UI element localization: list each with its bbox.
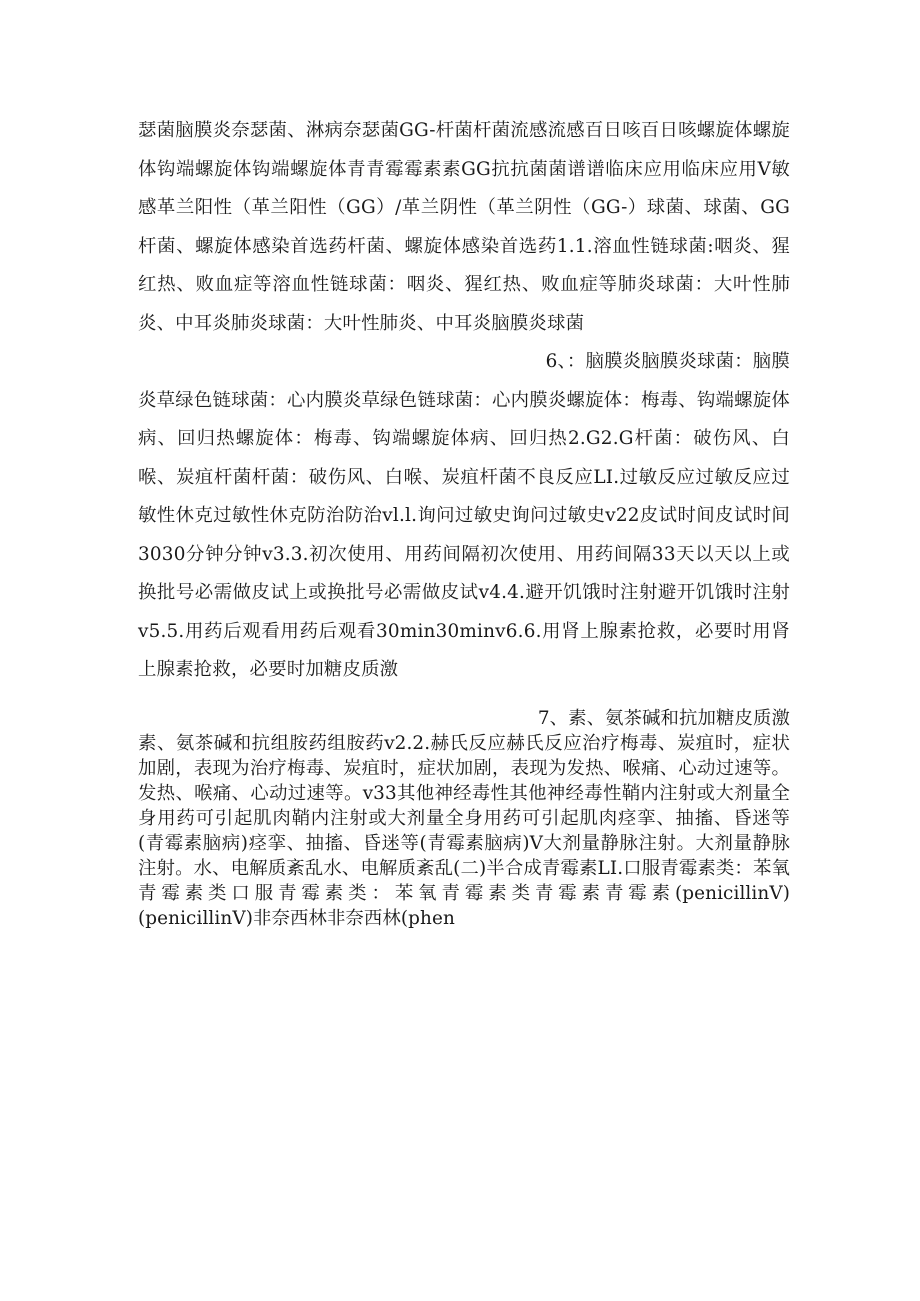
paragraph-3: 素、氨茶碱和抗组胺药组胺药v2.2.赫氏反应赫氏反应治疗梅毒、炭疽时，症状加剧，表现为治疗梅毒、炭疽时，症状加剧，表现为发热、喉痛、心动过速等。发热、喉痛、心动过速等。v33其他神经毒性其他神经毒性鞘内注射或大剂量全身用药可引起肌肉鞘内注射或大剂量全身用药可引起肌肉痉挛、抽搐、昏迷等(青霉素脑病)痉挛、抽搐、昏迷等(青霉素脑病)V大剂量静脉注射。大剂量静脉注射。水、电解质紊乱水、电解质紊乱(二)半合成青霉素LI.口服青霉素类：苯氧青霉素类口服青霉素类：苯氧青霉素类青霉素青霉素(penicillinV)(penicillinV)非奈西林非奈西林(phen — [138, 732, 790, 929]
document-page — [138, 112, 790, 931]
paragraph-3-lead: 7、素、氨茶碱和抗加糖皮质激 — [537, 707, 790, 729]
paragraph-2: 炎草绿色链球菌：心内膜炎草绿色链球菌：心内膜炎螺旋体：梅毒、钩端螺旋体病、回归热螺旋体：梅毒、钩端螺旋体病、回归热2.G2.G杆菌：破伤风、白喉、炭疽杆菌杆菌：破伤风、白喉、炭疽杆菌不良反应LI.过敏反应过敏反应过敏性休克过敏性休克防治防治vl.l.询问过敏史询问过敏史v22皮试时间皮试时间3030分钟分钟v3.3.初次使用、用药间隔初次使用、用药间隔33天以天以上或换批号必需做皮试上或换批号必需做皮试v4.4.避开饥饿时注射避开饥饿时注射v5.5.用药后观看用药后观看30min30minv6.6.用肾上腺素抢救，必要时用肾上腺素抢救，必要时加糖皮质激 — [138, 389, 790, 680]
document-section-a — [138, 112, 790, 690]
paragraph-2-lead: 6、：脑膜炎脑膜炎球菌：脑膜 — [545, 351, 790, 372]
paragraph-1: 瑟菌脑膜炎奈瑟菌、淋病奈瑟菌GG-杆菌杆菌流感流感百日咳百日咳螺旋体螺旋体钩端螺旋体钩端螺旋体青青霉霉素素GG抗抗菌菌谱谱临床应用临床应用V敏感革兰阳性（革兰阳性（GG）/革兰阴性（革兰阴性（GG-）球菌、球菌、GG杆菌、螺旋体感染首选药杆菌、螺旋体感染首选药1.1.溶血性链球菌:咽炎、猩红热、败血症等溶血性链球菌：咽炎、猩红热、败血症等肺炎球菌：大叶性肺炎、中耳炎肺炎球菌：大叶性肺炎、中耳炎脑膜炎球菌 — [138, 120, 790, 334]
document-section-b — [138, 706, 790, 931]
